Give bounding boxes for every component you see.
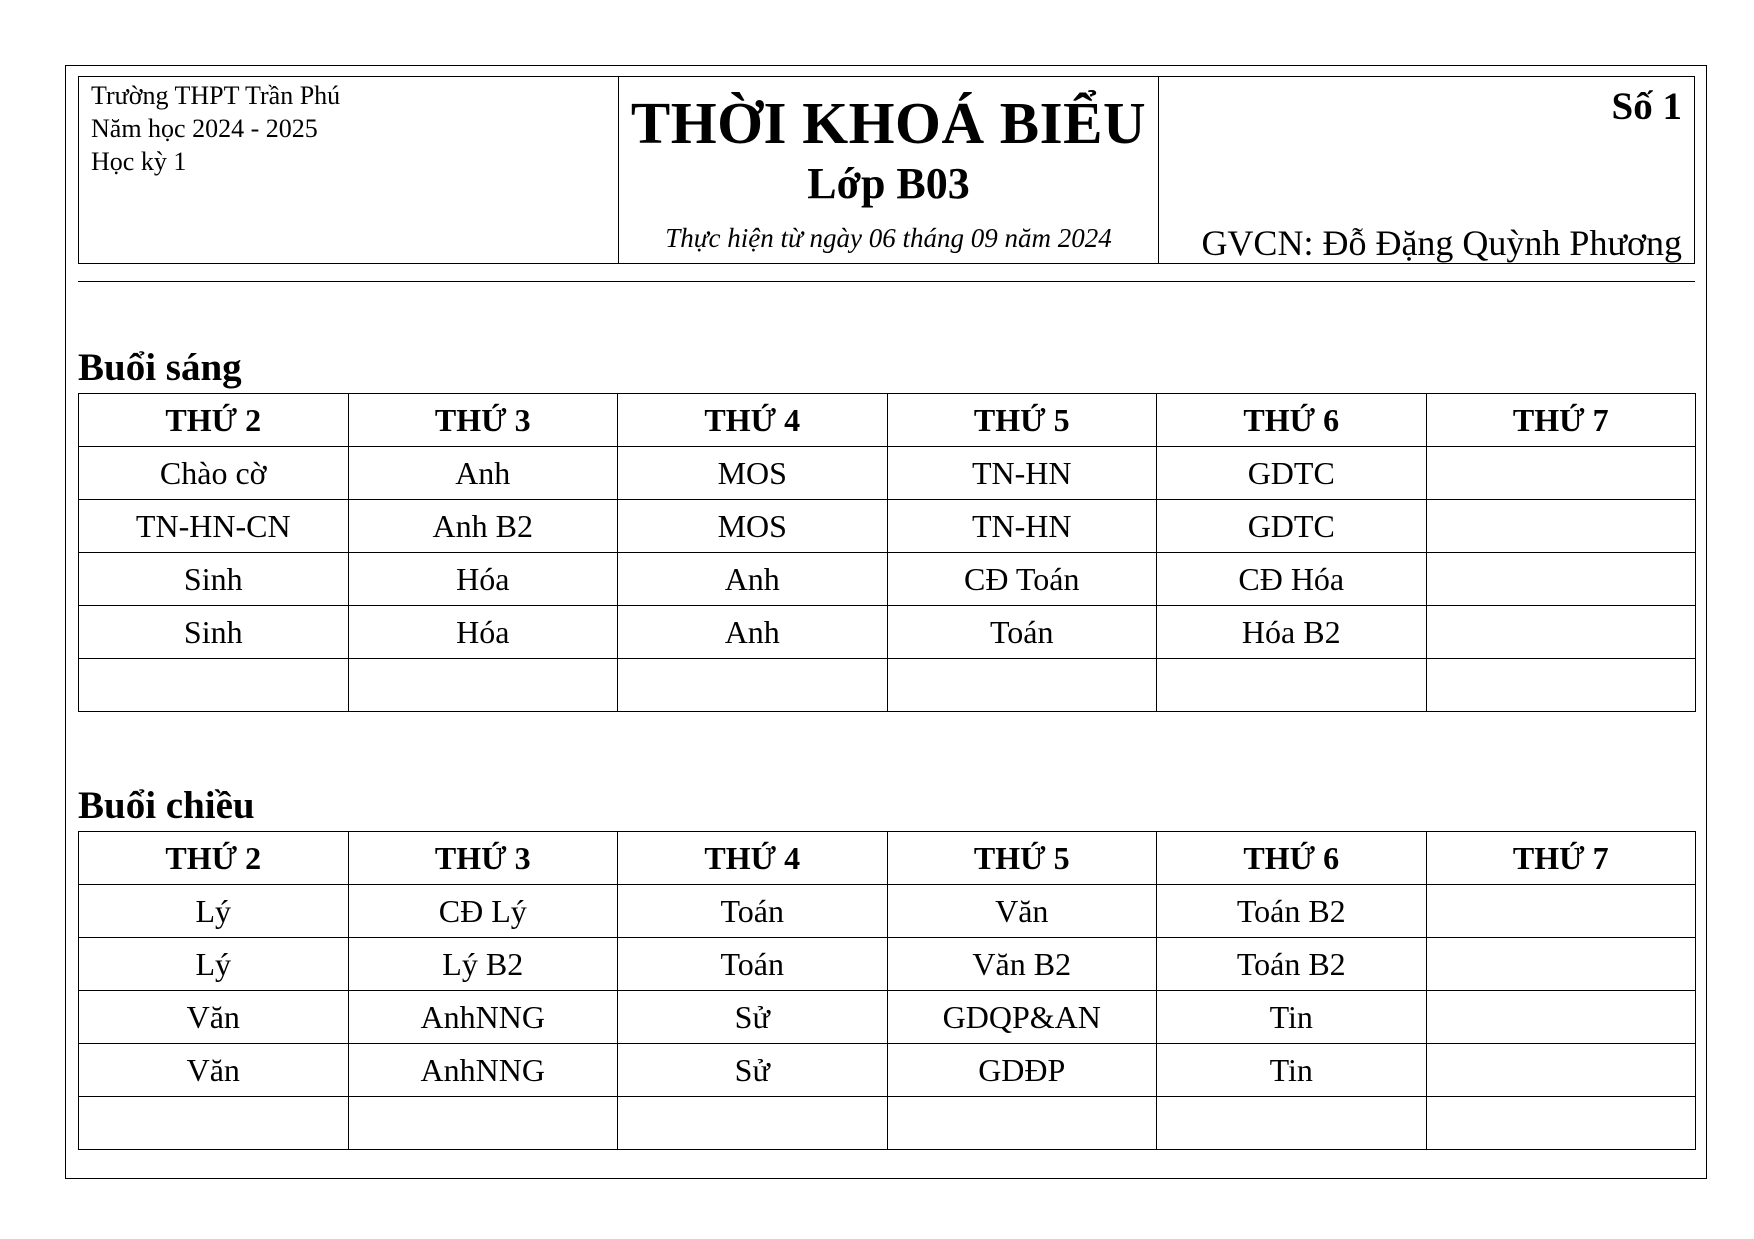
class-name: Lớp B03 bbox=[807, 159, 970, 208]
subject-cell bbox=[1426, 606, 1696, 659]
subject-cell bbox=[1426, 938, 1696, 991]
period-row bbox=[79, 447, 1696, 500]
subject-cell: Văn B2 bbox=[887, 938, 1157, 991]
subject-cell bbox=[1426, 885, 1696, 938]
timetable-header bbox=[78, 76, 1695, 264]
subject-cell: Sinh bbox=[79, 553, 349, 606]
subject-cell: TN-HN bbox=[887, 500, 1157, 553]
morning-schedule-table bbox=[78, 393, 1696, 712]
subject-cell bbox=[1426, 447, 1696, 500]
afternoon-schedule-table bbox=[78, 831, 1696, 1150]
subject-cell: CĐ Hóa bbox=[1157, 553, 1427, 606]
subject-cell bbox=[887, 1097, 1157, 1150]
subject-cell: Sử bbox=[618, 991, 888, 1044]
subject-cell bbox=[1426, 991, 1696, 1044]
day-header: THỨ 5 bbox=[887, 394, 1157, 447]
subject-cell bbox=[1426, 553, 1696, 606]
subject-cell bbox=[79, 1097, 349, 1150]
subject-cell: GDTC bbox=[1157, 447, 1427, 500]
subject-cell: AnhNNG bbox=[348, 1044, 618, 1097]
subject-cell: CĐ Lý bbox=[348, 885, 618, 938]
subject-cell: GDĐP bbox=[887, 1044, 1157, 1097]
day-header: THỨ 6 bbox=[1157, 394, 1427, 447]
subject-cell: Anh B2 bbox=[348, 500, 618, 553]
subject-cell: TN-HN-CN bbox=[79, 500, 349, 553]
subject-cell bbox=[1426, 1097, 1696, 1150]
subject-cell: CĐ Toán bbox=[887, 553, 1157, 606]
subject-cell: Toán B2 bbox=[1157, 938, 1427, 991]
semester: Học kỳ 1 bbox=[91, 147, 187, 176]
title-block bbox=[619, 77, 1159, 263]
subject-cell: Chào cờ bbox=[79, 447, 349, 500]
subject-cell: MOS bbox=[618, 447, 888, 500]
day-header: THỨ 2 bbox=[79, 832, 349, 885]
school-name: Trường THPT Trần Phú bbox=[91, 81, 341, 110]
subject-cell: Hóa bbox=[348, 553, 618, 606]
afternoon-title: Buổi chiều bbox=[78, 784, 255, 827]
day-header: THỨ 5 bbox=[887, 832, 1157, 885]
subject-cell: Tin bbox=[1157, 991, 1427, 1044]
subject-cell: GDTC bbox=[1157, 500, 1427, 553]
subject-cell: Sinh bbox=[79, 606, 349, 659]
day-header: THỨ 3 bbox=[348, 832, 618, 885]
subject-cell bbox=[1426, 1044, 1696, 1097]
subject-cell: Văn bbox=[887, 885, 1157, 938]
subject-cell bbox=[1426, 500, 1696, 553]
period-row bbox=[79, 659, 1696, 712]
period-row bbox=[79, 606, 1696, 659]
subject-cell: Toán bbox=[618, 885, 888, 938]
subject-cell: Hóa B2 bbox=[1157, 606, 1427, 659]
period-row bbox=[79, 1097, 1696, 1150]
subject-cell bbox=[618, 659, 888, 712]
sheet-number: Số 1 bbox=[1611, 85, 1682, 128]
day-header: THỨ 4 bbox=[618, 832, 888, 885]
subject-cell: TN-HN bbox=[887, 447, 1157, 500]
subject-cell bbox=[348, 659, 618, 712]
period-row bbox=[79, 991, 1696, 1044]
subject-cell: GDQP&AN bbox=[887, 991, 1157, 1044]
header-row bbox=[79, 832, 1696, 885]
homeroom-teacher: GVCN: Đỗ Đặng Quỳnh Phương bbox=[1201, 223, 1682, 263]
subject-cell: Toán bbox=[618, 938, 888, 991]
subject-cell: Anh bbox=[348, 447, 618, 500]
day-header: THỨ 2 bbox=[79, 394, 349, 447]
subject-cell bbox=[1157, 659, 1427, 712]
subject-cell: Toán B2 bbox=[1157, 885, 1427, 938]
subject-cell: AnhNNG bbox=[348, 991, 618, 1044]
period-row bbox=[79, 885, 1696, 938]
period-row bbox=[79, 553, 1696, 606]
subject-cell: Hóa bbox=[348, 606, 618, 659]
period-row bbox=[79, 500, 1696, 553]
subject-cell: Văn bbox=[79, 991, 349, 1044]
day-header: THỨ 4 bbox=[618, 394, 888, 447]
subject-cell bbox=[1157, 1097, 1427, 1150]
subject-cell bbox=[618, 1097, 888, 1150]
subject-cell: Lý B2 bbox=[348, 938, 618, 991]
subject-cell: Lý bbox=[79, 885, 349, 938]
subject-cell: Sử bbox=[618, 1044, 888, 1097]
period-row bbox=[79, 1044, 1696, 1097]
effective-date: Thực hiện từ ngày 06 tháng 09 năm 2024 bbox=[665, 223, 1112, 253]
subject-cell bbox=[79, 659, 349, 712]
subject-cell: Anh bbox=[618, 606, 888, 659]
subject-cell bbox=[1426, 659, 1696, 712]
school-year: Năm học 2024 - 2025 bbox=[91, 114, 318, 143]
day-header: THỨ 6 bbox=[1157, 832, 1427, 885]
page-title: THỜI KHOÁ BIỂU bbox=[630, 90, 1147, 156]
subject-cell bbox=[887, 659, 1157, 712]
sheet-info bbox=[1159, 77, 1694, 263]
morning-title: Buổi sáng bbox=[78, 346, 242, 389]
subject-cell: Tin bbox=[1157, 1044, 1427, 1097]
day-header: THỨ 7 bbox=[1426, 394, 1696, 447]
subject-cell bbox=[348, 1097, 618, 1150]
day-header: THỨ 7 bbox=[1426, 832, 1696, 885]
subject-cell: Văn bbox=[79, 1044, 349, 1097]
school-info bbox=[79, 77, 619, 263]
subject-cell: Lý bbox=[79, 938, 349, 991]
header-row bbox=[79, 394, 1696, 447]
header-divider bbox=[78, 281, 1695, 282]
period-row bbox=[79, 938, 1696, 991]
subject-cell: Anh bbox=[618, 553, 888, 606]
subject-cell: Toán bbox=[887, 606, 1157, 659]
day-header: THỨ 3 bbox=[348, 394, 618, 447]
subject-cell: MOS bbox=[618, 500, 888, 553]
